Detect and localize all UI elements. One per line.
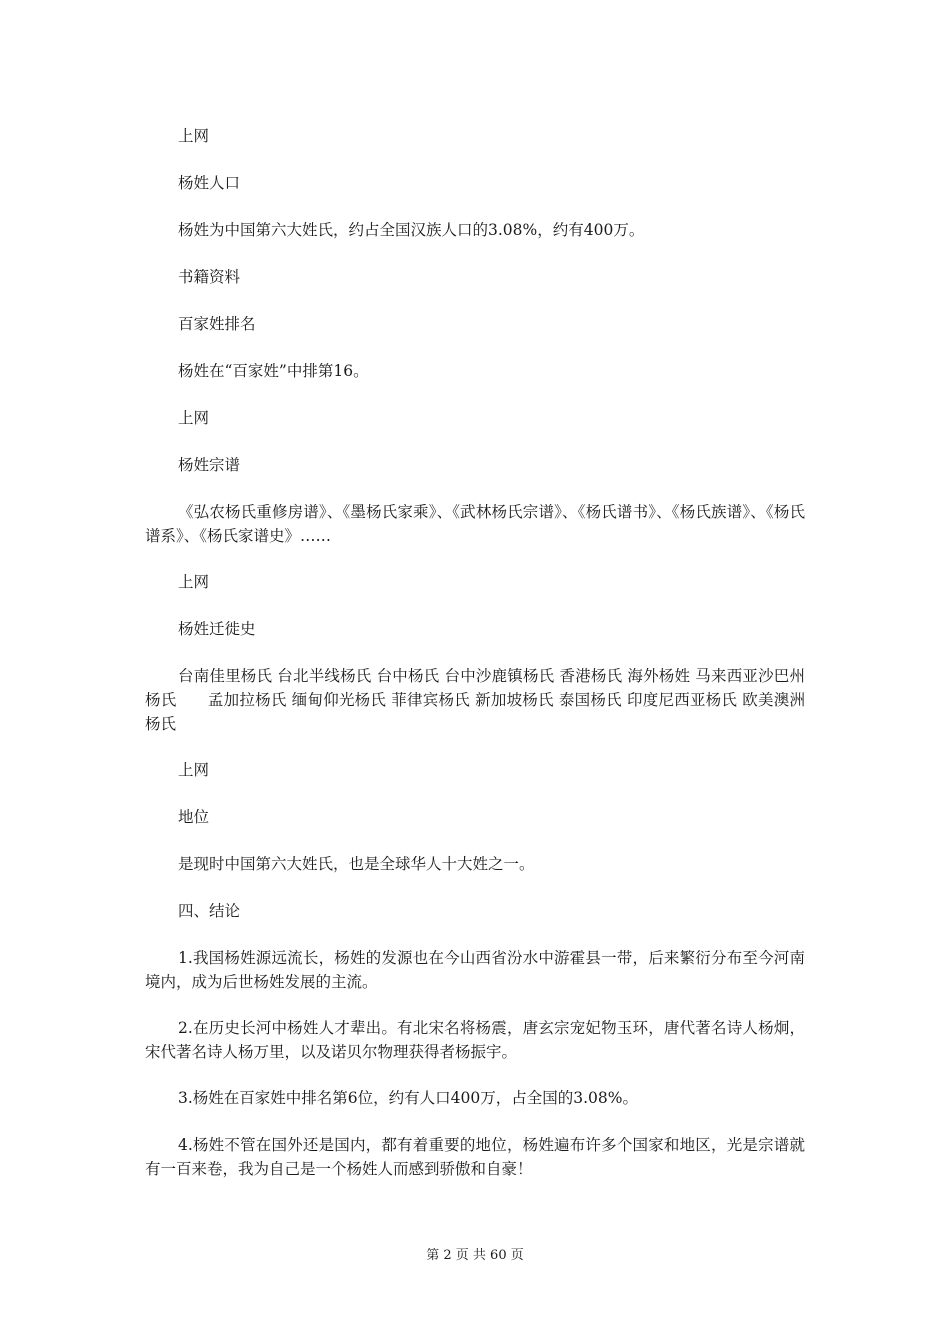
paragraph: 上网 (178, 127, 210, 145)
paragraph: 2.在历史长河中杨姓人才辈出。有北宋名将杨震，唐玄宗宠妃物玉环，唐代著名诗人杨炯，宋代著名诗人杨万里，以及诺贝尔物理获得者杨振宇。 (145, 1019, 805, 1061)
paragraph: 上网 (178, 761, 210, 779)
section-heading: 杨姓宗谱 (178, 456, 241, 474)
section-heading: 四、结论 (178, 902, 241, 920)
section-heading: 杨姓人口 (178, 174, 241, 192)
section-heading: 百家姓排名 (178, 315, 256, 333)
paragraph: 1.我国杨姓源远流长，杨姓的发源也在今山西省汾水中游霍县一带，后来繁衍分布至今河南境内，成为后世杨姓发展的主流。 (145, 949, 805, 991)
paragraph: 上网 (178, 409, 210, 427)
section-heading: 杨姓迁徙史 (178, 620, 256, 638)
page-body (145, 124, 805, 1204)
page-footer: 第 2 页 共 60 页 (426, 1248, 524, 1263)
paragraph: 是现时中国第六大姓氏，也是全球华人十大姓之一。 (178, 855, 535, 873)
paragraph: 书籍资料 (178, 268, 241, 286)
paragraph: 杨姓为中国第六大姓氏，约占全国汉族人口的3.08%，约有400万。 (178, 221, 645, 239)
paragraph: 4.杨姓不管在国外还是国内，都有着重要的地位，杨姓遍布许多个国家和地区，光是宗谱就有一百来卷，我为自己是一个杨姓人而感到骄傲和自豪！ (145, 1136, 805, 1178)
paragraph: 《弘农杨氏重修房谱》、《墨杨氏家乘》、《武林杨氏宗谱》、《杨氏谱书》、《杨氏族谱》、《杨氏谱系》、《杨氏家谱史》…… (145, 503, 805, 545)
section-heading: 地位 (178, 808, 210, 826)
paragraph: 上网 (178, 573, 210, 591)
paragraph: 台南佳里杨氏 台北半线杨氏 台中杨氏 台中沙鹿镇杨氏 香港杨氏 海外杨姓 马来西亚沙巴州杨氏 孟加拉杨氏 缅甸仰光杨氏 菲律宾杨氏 新加坡杨氏 泰国杨氏 印度尼西亚杨氏 欧美澳洲杨氏 (145, 667, 805, 733)
paragraph: 3.杨姓在百家姓中排名第6位，约有人口400万，占全国的3.08%。 (178, 1089, 638, 1107)
paragraph: 杨姓在“百家姓”中排第16。 (178, 362, 369, 380)
